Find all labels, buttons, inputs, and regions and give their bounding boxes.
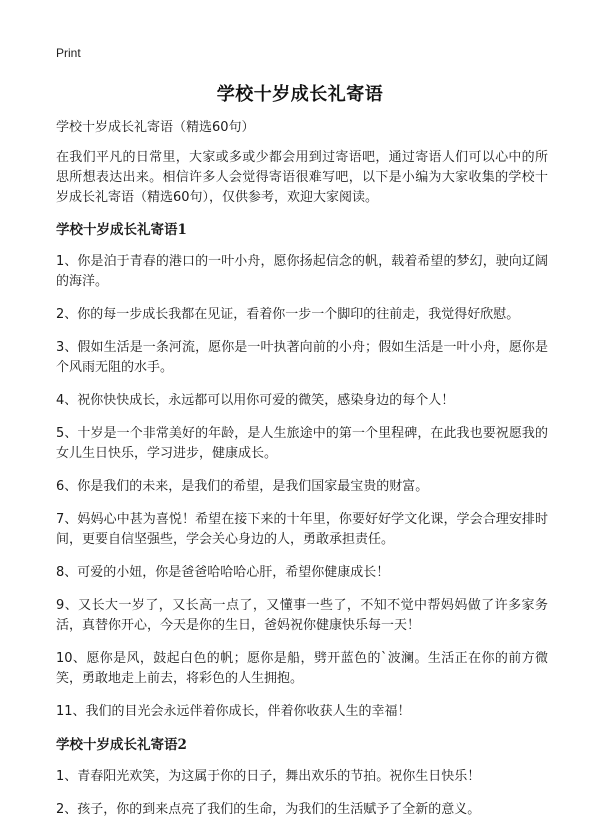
list-item: 10、愿你是风，鼓起白色的帆；愿你是船，劈开蓝色的`波澜。生活正在你的前方微笑，勇敢地走上前去，将彩色的人生拥抱。 — [56, 651, 548, 686]
section-heading: 学校十岁成长礼寄语1 — [56, 222, 187, 238]
list-item: 7、妈妈心中甚为喜悦！希望在接下来的十年里，你要好好学文化课，学会合理安排时间，更要自信坚强些，学会关心身边的人，勇敢承担责任。 — [56, 512, 548, 547]
list-item: 8、可爱的小妞，你是爸爸哈哈哈心肝，希望你健康成长！ — [56, 565, 390, 580]
print-label: Print — [56, 46, 81, 60]
section-2 — [56, 735, 548, 820]
section-heading: 学校十岁成长礼寄语2 — [56, 737, 187, 753]
document-body — [56, 118, 548, 820]
list-item: 11、我们的目光会永远伴着你成长，伴着你收获人生的幸福！ — [56, 704, 411, 719]
document-subtitle: 学校十岁成长礼寄语（精选60句） — [56, 120, 255, 135]
section-1 — [56, 220, 548, 722]
document-title: 学校十岁成长礼寄语 — [216, 84, 384, 105]
list-item: 3、假如生活是一条河流，愿你是一叶执著向前的小舟；假如生活是一叶小舟，愿你是个风雨无阻的水手。 — [56, 340, 548, 375]
list-item: 2、你的每一步成长我都在见证，看着你一步一个脚印的往前走，我觉得好欣慰。 — [56, 307, 520, 322]
list-item: 5、十岁是一个非常美好的年龄，是人生旅途中的第一个里程碑，在此我也要祝愿我的女儿生日快乐，学习进步，健康成长。 — [56, 426, 548, 461]
list-item: 1、青春阳光欢笑，为这属于你的日子，舞出欢乐的节拍。祝你生日快乐！ — [56, 769, 481, 784]
list-item: 1、你是泊于青春的港口的一叶小舟，愿你扬起信念的帆，载着希望的梦幻，驶向辽阔的海洋。 — [56, 254, 548, 289]
intro-paragraph: 在我们平凡的日常里，大家或多或少都会用到过寄语吧，通过寄语人们可以心中的所思所想表达出来。相信许多人会觉得寄语很难写吧，以下是小编为大家收集的学校十岁成长礼寄语（精选60句），仅供参考，欢迎大家阅读。 — [56, 150, 548, 205]
list-item: 6、你是我们的未来，是我们的希望，是我们国家最宝贵的财富。 — [56, 479, 429, 494]
list-item: 4、祝你快快成长，永远都可以用你可爱的微笑，感染身边的每个人！ — [56, 393, 455, 408]
list-item: 9、又长大一岁了，又长高一点了，又懂事一些了，不知不觉中帮妈妈做了许多家务活，真替你开心，今天是你的生日，爸妈祝你健康快乐每一天！ — [56, 598, 548, 633]
list-item: 2、孩子，你的到来点亮了我们的生命，为我们的生活赋予了全新的意义。 — [56, 802, 481, 817]
